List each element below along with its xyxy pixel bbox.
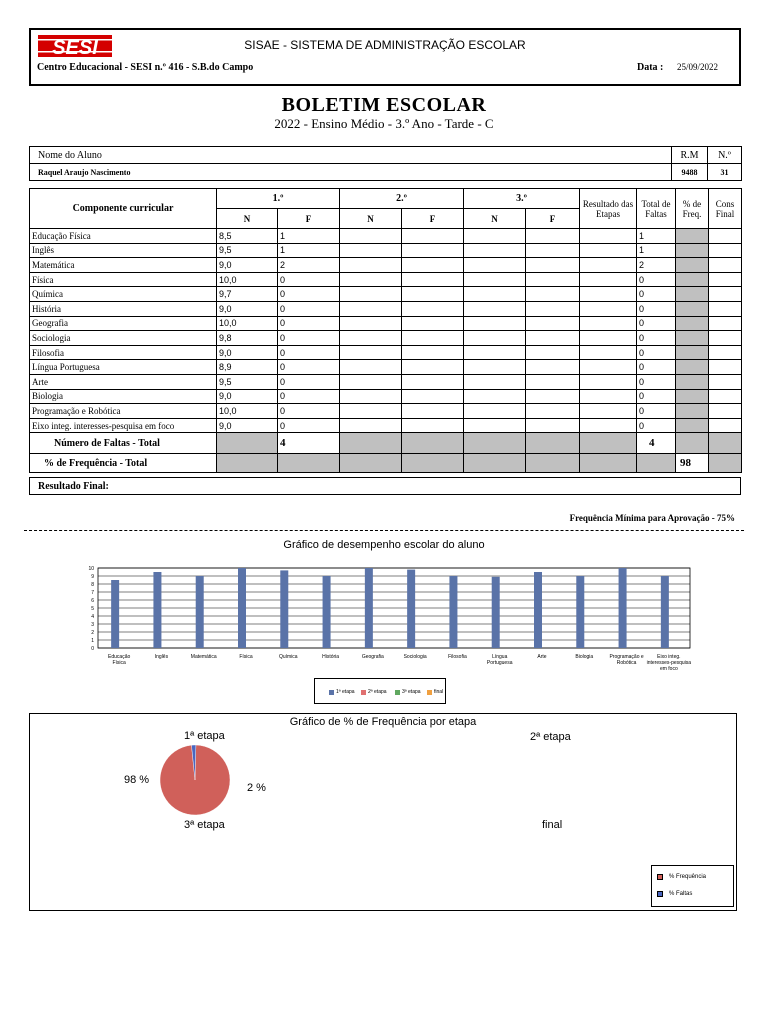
absence-f2	[402, 243, 464, 258]
result-header: Resultado das Etapas	[580, 189, 637, 229]
freq-percent-cell	[676, 331, 709, 346]
grade-n1: 9,0	[217, 389, 278, 404]
y-tick-label: 7	[91, 590, 94, 596]
legend-stage2: 2ª etapa	[361, 689, 387, 695]
bar	[619, 568, 627, 648]
rm-value: 9488	[672, 164, 708, 181]
grade-n2	[340, 272, 402, 287]
cons-final-cell	[709, 360, 742, 375]
table-row	[30, 272, 742, 287]
result-cell	[580, 360, 637, 375]
subject-cell: Geografia	[30, 316, 217, 331]
pie-label-stage3: 3ª etapa	[184, 819, 225, 831]
cons-final-cell	[709, 345, 742, 360]
result-cell	[580, 345, 637, 360]
bar	[153, 572, 161, 648]
absence-f3	[526, 404, 580, 419]
rm-label: R.M	[672, 147, 708, 164]
pie-value-freq: 98 %	[124, 774, 150, 786]
grade-n1: 9,5	[217, 374, 278, 389]
legend-swatch	[427, 690, 432, 695]
final-result-label: Resultado Final:	[30, 478, 741, 495]
grade-n1: 9,0	[217, 258, 278, 273]
cons-final-cell	[709, 331, 742, 346]
logo-text: SESI	[52, 37, 98, 57]
cons-final-cell	[709, 389, 742, 404]
y-tick-label: 3	[91, 622, 94, 628]
table-row	[30, 374, 742, 389]
grade-n1: 9,5	[217, 243, 278, 258]
absence-f3	[526, 418, 580, 433]
absence-f2	[402, 404, 464, 419]
total-absences-cell: 0	[637, 418, 676, 433]
x-tick-label: Inglês	[154, 654, 169, 660]
bar	[534, 572, 542, 648]
system-name: SISAE - SISTEMA DE ADMINISTRAÇÃO ESCOLAR	[244, 38, 526, 52]
cons-final-header: Cons Final	[709, 189, 742, 229]
freq-percent-header: % de Freq.	[676, 189, 709, 229]
legend-swatch	[395, 690, 400, 695]
absence-f1: 0	[278, 331, 340, 346]
pie-legend	[651, 865, 734, 907]
grade-n3	[464, 272, 526, 287]
absence-f3	[526, 331, 580, 346]
absence-f3	[526, 374, 580, 389]
n-label: N	[217, 209, 278, 229]
absence-f1: 0	[278, 360, 340, 375]
x-tick-label: Eixo integ. interesses-pesquisa em foco	[646, 654, 692, 672]
bar	[111, 580, 119, 648]
total-absences-cell: 0	[637, 301, 676, 316]
table-row	[30, 316, 742, 331]
grade-n1: 8,9	[217, 360, 278, 375]
freq-percent-cell	[676, 316, 709, 331]
table-row	[30, 258, 742, 273]
total-absences-cell: 0	[637, 360, 676, 375]
grade-n1: 10,0	[217, 272, 278, 287]
grade-n2	[340, 258, 402, 273]
subject-cell: Matemática	[30, 258, 217, 273]
grade-n2	[340, 316, 402, 331]
absence-f1: 0	[278, 418, 340, 433]
y-tick-label: 2	[91, 630, 94, 636]
subject-cell: Filosofia	[30, 345, 217, 360]
freq-percent-cell	[676, 301, 709, 316]
pie-label-stage2: 2ª etapa	[530, 731, 571, 743]
f-label: F	[402, 209, 464, 229]
result-cell	[580, 287, 637, 302]
subject-cell: Educação Física	[30, 229, 217, 244]
total-absences-cell: 1	[637, 229, 676, 244]
bar	[449, 576, 457, 648]
subject-cell: Física	[30, 272, 217, 287]
x-tick-label: Arte	[537, 654, 547, 660]
min-frequency-note: Frequência Mínima para Aprovação - 75%	[569, 513, 735, 523]
absence-f3	[526, 316, 580, 331]
x-tick-label: Sociologia	[403, 654, 427, 660]
total-absences-cell: 2	[637, 258, 676, 273]
table-row	[30, 301, 742, 316]
freq-percent-cell	[676, 258, 709, 273]
grade-n3	[464, 374, 526, 389]
absence-f1: 0	[278, 316, 340, 331]
f-label: F	[278, 209, 340, 229]
total-absences-cell: 0	[637, 316, 676, 331]
subject-cell: Programação e Robótica	[30, 404, 217, 419]
freq-percent-cell	[676, 243, 709, 258]
legend-swatch	[657, 891, 663, 897]
pie-legend-absences: % Faltas	[657, 891, 692, 897]
legend-swatch	[329, 690, 334, 695]
result-cell	[580, 418, 637, 433]
absence-f1: 0	[278, 272, 340, 287]
grade-n2	[340, 389, 402, 404]
x-tick-label: Programação e Robótica	[609, 654, 644, 666]
absence-f3	[526, 360, 580, 375]
table-row	[30, 404, 742, 419]
absence-f1: 0	[278, 374, 340, 389]
subject-cell: Arte	[30, 374, 217, 389]
bar	[196, 576, 204, 648]
grade-n3	[464, 360, 526, 375]
bar	[661, 576, 669, 648]
y-tick-label: 5	[91, 606, 94, 612]
grade-n2	[340, 345, 402, 360]
absence-f2	[402, 345, 464, 360]
x-tick-label: Geografia	[361, 654, 384, 660]
grade-n3	[464, 331, 526, 346]
table-row	[30, 229, 742, 244]
grade-n1: 9,0	[217, 345, 278, 360]
f-label: F	[526, 209, 580, 229]
total-absences-cell: 0	[637, 272, 676, 287]
absence-f2	[402, 418, 464, 433]
pie-chart-title: Gráfico de % de Frequência por etapa	[289, 716, 477, 728]
grade-n3	[464, 287, 526, 302]
grade-n3	[464, 258, 526, 273]
performance-chart-title: Gráfico de desempenho escolar do aluno	[283, 539, 485, 551]
absence-f3	[526, 243, 580, 258]
table-row	[30, 389, 742, 404]
absence-f2	[402, 360, 464, 375]
result-cell	[580, 243, 637, 258]
grade-n2	[340, 301, 402, 316]
bar	[576, 576, 584, 648]
grade-n1: 9,8	[217, 331, 278, 346]
number-value: 31	[708, 164, 742, 181]
freq-percent-cell	[676, 229, 709, 244]
separator	[24, 530, 744, 531]
total-absences-cell: 1	[637, 243, 676, 258]
cons-final-cell	[709, 301, 742, 316]
y-tick-label: 6	[91, 598, 94, 604]
grade-n1: 10,0	[217, 404, 278, 419]
absence-f2	[402, 272, 464, 287]
pie-label-final: final	[542, 819, 563, 831]
cons-final-cell	[709, 243, 742, 258]
grade-n2	[340, 331, 402, 346]
table-row	[30, 243, 742, 258]
stage-1-header: 1.º	[217, 189, 340, 209]
page-subtitle: 2022 - Ensino Médio - 3.º Ano - Tarde - C	[274, 116, 494, 131]
total-absences-cell: 0	[637, 287, 676, 302]
absence-f3	[526, 345, 580, 360]
absence-f3	[526, 287, 580, 302]
absences-total-label: Número de Faltas - Total	[30, 433, 217, 454]
bar-chart-legend	[314, 678, 446, 704]
absence-f3	[526, 272, 580, 287]
grade-n2	[340, 404, 402, 419]
absence-f1: 0	[278, 287, 340, 302]
absence-f2	[402, 229, 464, 244]
stage-3-header: 3.º	[464, 189, 580, 209]
absence-f2	[402, 331, 464, 346]
legend-swatch	[657, 874, 663, 880]
freq-percent-cell	[676, 287, 709, 302]
grade-n3	[464, 316, 526, 331]
bar	[323, 576, 331, 648]
n-label: N	[340, 209, 402, 229]
absence-f2	[402, 258, 464, 273]
absence-f2	[402, 316, 464, 331]
y-tick-label: 9	[91, 574, 94, 580]
y-tick-label: 1	[91, 638, 94, 644]
total-absences-cell: 0	[637, 331, 676, 346]
legend-swatch	[361, 690, 366, 695]
x-tick-label: Física	[239, 654, 253, 660]
absence-f1: 0	[278, 345, 340, 360]
y-tick-label: 0	[91, 646, 94, 652]
x-tick-label: História	[322, 654, 340, 660]
grade-n1: 9,0	[217, 301, 278, 316]
x-tick-label: Matemática	[190, 654, 217, 660]
result-cell	[580, 229, 637, 244]
result-cell	[580, 272, 637, 287]
grade-n2	[340, 360, 402, 375]
freq-percent-cell	[676, 345, 709, 360]
grade-n1: 10,0	[217, 316, 278, 331]
page-title: BOLETIM ESCOLAR	[281, 94, 487, 116]
bar	[238, 568, 246, 648]
grade-n2	[340, 374, 402, 389]
absence-f3	[526, 258, 580, 273]
absence-f1: 1	[278, 243, 340, 258]
x-tick-label: Língua Portuguesa	[486, 654, 513, 666]
bar	[365, 568, 373, 648]
absence-f3	[526, 301, 580, 316]
cons-final-cell	[709, 287, 742, 302]
grade-n1: 9,0	[217, 418, 278, 433]
freq-percent-cell	[676, 360, 709, 375]
number-label: N.º	[708, 147, 742, 164]
absences-total: 4	[637, 433, 676, 454]
freq-percent-cell	[676, 389, 709, 404]
grade-n1: 8,5	[217, 229, 278, 244]
absence-f1: 0	[278, 389, 340, 404]
stage-2-header: 2.º	[340, 189, 464, 209]
grade-n3	[464, 243, 526, 258]
absence-f1: 0	[278, 301, 340, 316]
grade-n2	[340, 229, 402, 244]
absence-f3	[526, 229, 580, 244]
total-absences-cell: 0	[637, 389, 676, 404]
date-label: Data :	[637, 62, 664, 73]
result-cell	[580, 258, 637, 273]
y-tick-label: 4	[91, 614, 94, 620]
final-result-box	[29, 477, 741, 495]
absence-f2	[402, 301, 464, 316]
grade-n3	[464, 345, 526, 360]
table-row	[30, 345, 742, 360]
bar	[280, 570, 288, 648]
total-absences-cell: 0	[637, 374, 676, 389]
x-tick-label: Filosofia	[448, 654, 467, 660]
student-info-table	[29, 146, 742, 181]
y-tick-label: 8	[91, 582, 94, 588]
grade-n2	[340, 418, 402, 433]
grades-table	[29, 188, 742, 473]
legend-final: final	[427, 689, 443, 695]
table-row	[30, 418, 742, 433]
y-tick-label: 10	[88, 566, 94, 572]
absence-f2	[402, 389, 464, 404]
result-cell	[580, 316, 637, 331]
frequency-total: 98	[676, 454, 709, 473]
cons-final-cell	[709, 374, 742, 389]
cons-final-cell	[709, 229, 742, 244]
table-row	[30, 360, 742, 375]
cons-final-cell	[709, 316, 742, 331]
absence-f3	[526, 389, 580, 404]
n-label: N	[464, 209, 526, 229]
frequency-total-label: % de Frequência - Total	[30, 454, 217, 473]
result-cell	[580, 331, 637, 346]
frequency-pie-chart-box	[29, 713, 737, 911]
subject-cell: Eixo integ. interesses-pesquisa em foco	[30, 418, 217, 433]
total-absences-cell: 0	[637, 404, 676, 419]
cons-final-cell	[709, 404, 742, 419]
stage1-frequency-pie	[155, 744, 240, 819]
grade-n3	[464, 229, 526, 244]
absence-f1: 1	[278, 229, 340, 244]
absence-f1: 2	[278, 258, 340, 273]
student-name-label: Nome do Aluno	[30, 147, 672, 164]
subject-cell: História	[30, 301, 217, 316]
legend-stage3: 3ª etapa	[395, 689, 421, 695]
absence-f2	[402, 374, 464, 389]
total-absences-header: Total de Faltas	[637, 189, 676, 229]
subject-cell: Língua Portuguesa	[30, 360, 217, 375]
table-row	[30, 287, 742, 302]
grade-n3	[464, 404, 526, 419]
pie-label-stage1: 1ª etapa	[184, 730, 225, 742]
center-name: Centro Educacional - SESI n.º 416 - S.B.do Campo	[37, 62, 254, 73]
student-name: Raquel Araujo Nascimento	[30, 164, 672, 181]
pie-legend-frequency: % Frequência	[657, 874, 706, 880]
table-row	[30, 331, 742, 346]
absences-total-stage1: 4	[278, 433, 340, 454]
cons-final-cell	[709, 258, 742, 273]
cons-final-cell	[709, 272, 742, 287]
pie-value-absence: 2 %	[247, 782, 266, 794]
date-value: 25/09/2022	[677, 62, 719, 72]
x-tick-label: Biologia	[575, 654, 594, 660]
header-box	[29, 28, 741, 86]
absence-f1: 0	[278, 404, 340, 419]
subject-cell: Biologia	[30, 389, 217, 404]
bar	[407, 570, 415, 648]
absence-f2	[402, 287, 464, 302]
grade-n3	[464, 389, 526, 404]
performance-bar-chart	[0, 555, 768, 680]
cons-final-cell	[709, 418, 742, 433]
subject-cell: Química	[30, 287, 217, 302]
freq-percent-cell	[676, 272, 709, 287]
grade-n2	[340, 287, 402, 302]
grade-n3	[464, 418, 526, 433]
freq-percent-cell	[676, 374, 709, 389]
bar	[492, 577, 500, 648]
subject-header: Componente curricular	[30, 189, 217, 229]
result-cell	[580, 374, 637, 389]
grade-n3	[464, 301, 526, 316]
x-tick-label: Química	[278, 654, 298, 660]
freq-percent-cell	[676, 418, 709, 433]
legend-stage1: 1ª etapa	[329, 689, 355, 695]
freq-percent-cell	[676, 404, 709, 419]
result-cell	[580, 389, 637, 404]
subject-cell: Inglês	[30, 243, 217, 258]
result-cell	[580, 301, 637, 316]
result-cell	[580, 404, 637, 419]
x-tick-label: Educação Física	[108, 654, 131, 666]
grade-n1: 9,7	[217, 287, 278, 302]
total-absences-cell: 0	[637, 345, 676, 360]
grade-n2	[340, 243, 402, 258]
subject-cell: Sociologia	[30, 331, 217, 346]
